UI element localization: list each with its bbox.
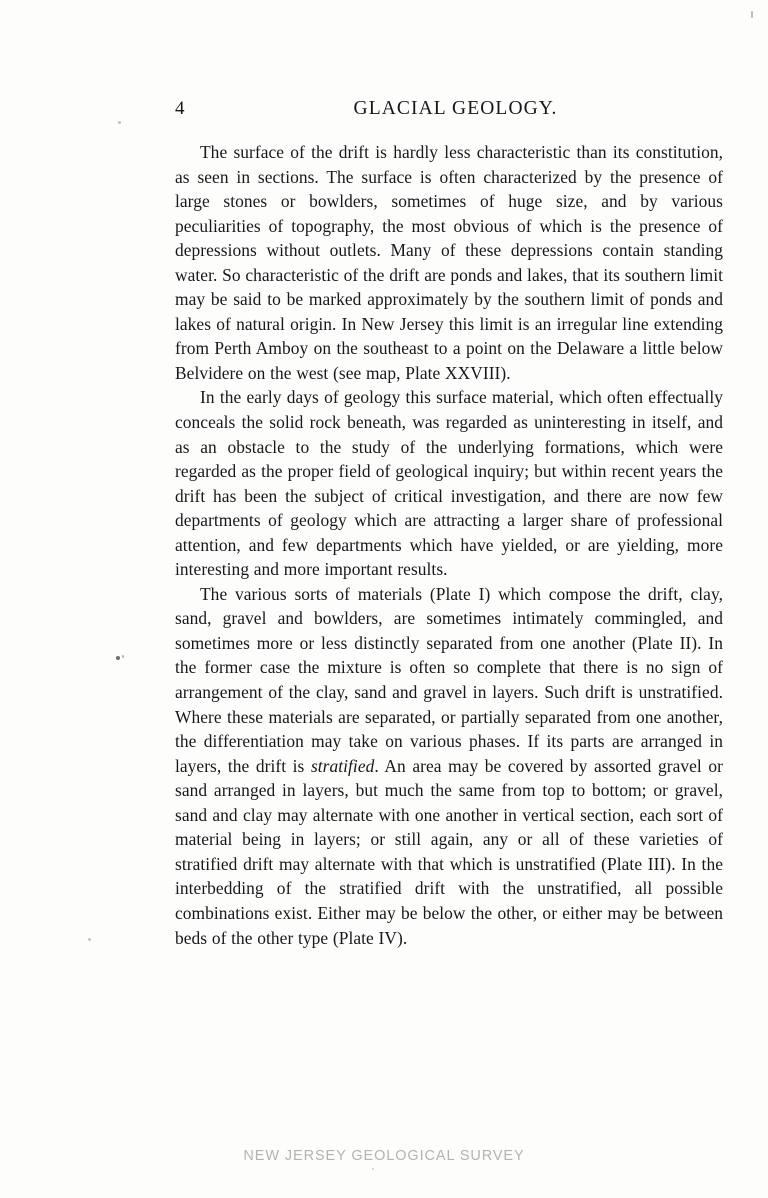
emphasis-stratified: stratified [310, 755, 375, 776]
scan-speck-icon [751, 11, 753, 18]
body-text [175, 140, 723, 950]
scan-speck-icon [88, 938, 91, 941]
paragraph-3 [175, 582, 723, 950]
scan-speck-icon [116, 656, 120, 660]
scan-speck-icon [372, 1168, 374, 1170]
running-head [175, 98, 722, 124]
paragraph-2: In the early days of geology this surface material, which often effectually conceals the solid rock beneath, was regarded as uninteresting in itself, and as an obstacle to the study of the underlying formations, which were regarded as the proper field of geological inquiry; but within recent years the drift has been the subject of critical investigation, and there are now few departments of geology which are attracting a larger share of professional attention, and few departments which have yielded, or are yielding, more interesting and more important results. [175, 387, 723, 580]
paragraph-1: The surface of the drift is hardly less characteristic than its constitution, as seen in sections. The surface is often characterized by the presence of large stones or bowlders, sometimes of huge size, and by various peculiarities of topography, the most obvious of which is the presence of depressions without outlets. Many of these depressions contain standing water. So characteristic of the drift are ponds and lakes, that its southern limit may be said to be marked approximately by the southern limit of ponds and lakes of natural origin. In New Jersey this limit is an irregular line extending from Perth Amboy on the southeast to a point on the Delaware a little below Belvidere on the west (see map, Plate XXVIII). [175, 142, 723, 383]
scan-speck-icon [122, 655, 124, 658]
scan-speck-icon [118, 121, 121, 124]
paragraph-3-tail: . An area may be covered by assorted gravel or sand arranged in layers, but much the same from top to bottom; or gravel, sand and clay may alternate with one another in vertical section, each sort of material being in layers; or still again, any or all of these varieties of stratified drift may alternate with that which is unstratified (Plate III). In the interbedding of the stratified drift with the unstratified, all possible combinations exist. Either may be below the other, or either may be between beds of the other type (Plate IV). [175, 755, 723, 948]
running-head-title: GLACIAL GEOLOGY. [353, 98, 558, 119]
page-number: 4 [175, 98, 185, 119]
footer-stamp: NEW JERSEY GEOLOGICAL SURVEY [243, 1148, 525, 1164]
paragraph-3-lead: The various sorts of materials (Plate I) which compose the drift, clay, sand, gravel and bowlders, are sometimes intimately commingled, and sometimes more or less distinctly separated from one another (Plate II). In the former case the mixture is often so complete that there is no sign of arrangement of the clay, sand and gravel in layers. Such drift is unstratified. Where these materials are separated, or partially separated from one another, the differentiation may take on various phases. If its parts are arranged in layers, the drift is [175, 583, 723, 776]
